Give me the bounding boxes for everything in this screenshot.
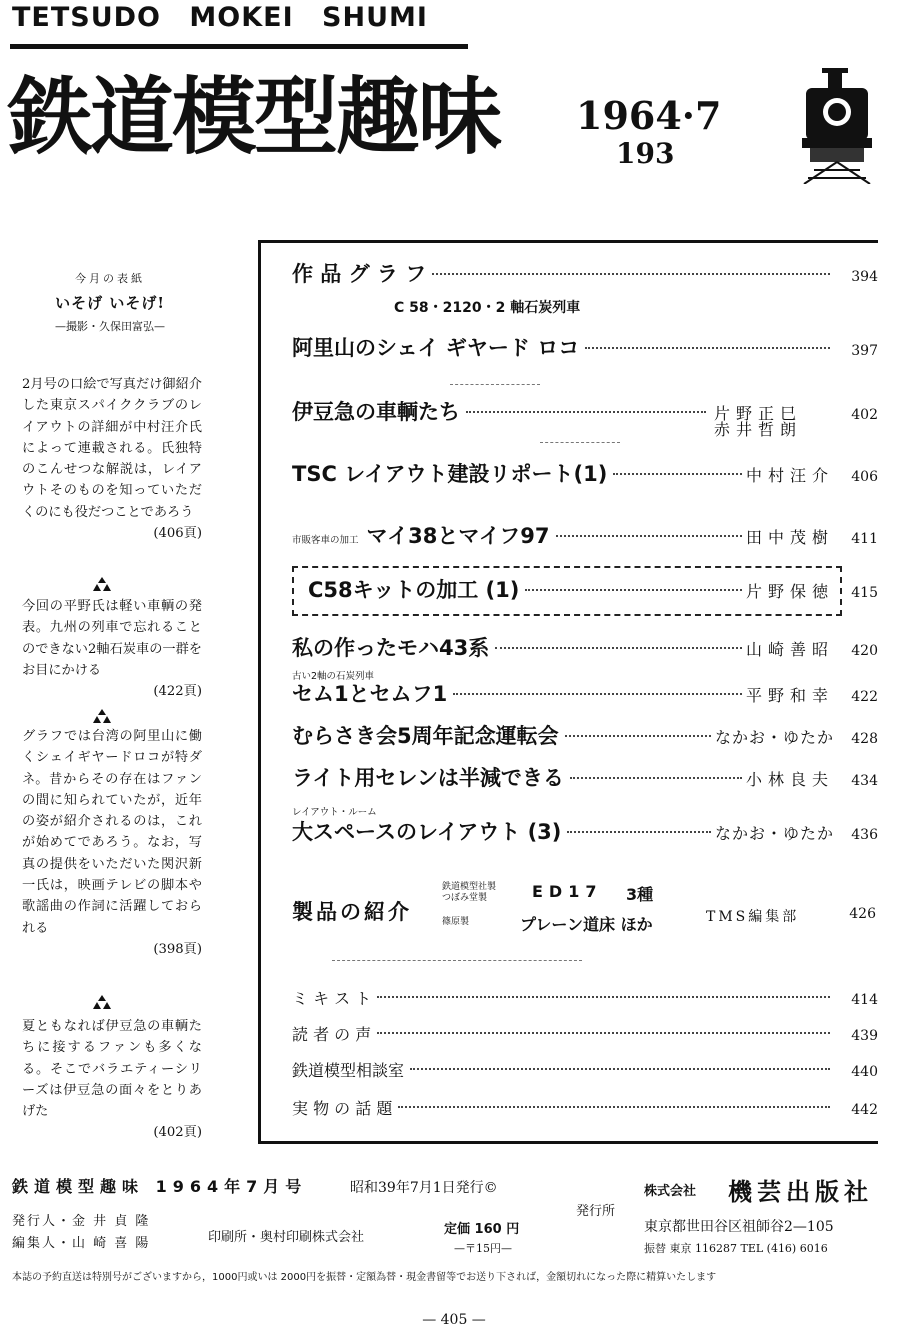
products-item-count: 3種 [626,885,654,904]
trefoil-divider-icon [92,994,112,1010]
cover-heading: 今月の表紙 [75,272,145,285]
toc-entry[interactable] [292,762,878,796]
dot-leader [377,1032,830,1034]
toc-kicker: 市販客車の加工 [292,535,359,546]
locomotive-icon [800,68,874,184]
note-text: 夏ともなれば伊豆急の車輌たちに接するファンも多くなる。そこでバラエティーシリーズは伊豆急の面々をとりあげた [22,1019,202,1120]
publisher-name: 発行人・金 井 貞 隆 [12,1214,151,1229]
dot-leader [466,411,706,413]
toc-page: 436 [851,827,878,843]
toc-author: 平野和幸 [745,686,834,705]
dot-leader [585,347,830,349]
toc-title: 大スペースのレイアウト (3) [292,820,562,844]
toc-title: 伊豆急の車輌たち [292,400,460,424]
toc-entry[interactable] [292,816,878,850]
products-author: TMS編集部 [706,909,800,925]
toc-kicker: 古い2軸の石炭列車 [292,671,375,682]
dot-leader [453,693,742,695]
dot-leader [567,831,711,833]
masthead-japanese-title: 鉄道模型趣味 [8,68,501,166]
toc-page: 411 [851,531,878,547]
company-type: 株式会社 [644,1184,697,1199]
toc-kicker: レイアウト・ルーム [292,807,377,818]
dot-leader [410,1068,830,1070]
toc-title: マイ38とマイフ97 [366,524,550,548]
dot-leader [570,777,742,779]
toc-title: 実 物 の 話 題 [292,1099,393,1118]
note-text: 今回の平野氏は軽い車輌の発表。九州の列車で忘れることのできない2軸石炭車の一群をお目にかける [22,599,202,678]
cover-credit: —撮影・久保田富弘— [55,320,165,333]
separator [450,384,540,385]
toc-subtitle: C 58・2120・2 軸石炭列車 [394,300,581,316]
toc-authors [714,406,834,438]
subscription-notice: 本誌の予約直送は特別号がございますから，1000円或いは 2000円を振替・定額為替・現金書留等でお送り下されば，金額切れになった際に精算いたします [12,1272,717,1283]
products-item: ED17 [532,882,603,901]
toc-author: 小林良夫 [745,770,834,789]
toc-page: 428 [851,731,878,747]
page-number: — 405 — [422,1312,486,1328]
note-page: (406頁) [153,526,202,542]
toc-author: なかお・ゆたか [714,824,834,843]
phone: 振替 東京 116287 TEL (416) 6016 [644,1242,828,1255]
toc-entry[interactable] [292,396,878,439]
dot-leader [495,647,742,649]
toc-title: 私の作ったモハ43系 [292,636,490,660]
toc-entry[interactable] [292,458,878,492]
editor-name: 編集人・山 崎 喜 陽 [12,1236,151,1251]
toc-entry[interactable] [292,1058,878,1092]
toc-entry[interactable] [292,332,878,366]
dot-leader [398,1106,830,1108]
toc-title: 読 者 の 声 [292,1025,372,1044]
toc-page: 415 [851,585,878,601]
note-page: (398頁) [153,941,202,957]
toc-entry[interactable] [308,574,878,608]
toc-entry[interactable] [292,520,878,554]
products-page: 426 [849,906,876,922]
note-page: (402頁) [153,1125,202,1141]
cover-title: いそげ いそげ! [55,294,165,312]
publisher-label: 発行所 [576,1204,616,1219]
toc-entry[interactable] [292,678,878,712]
toc-title: セム1とセムフ1 [292,682,448,706]
dot-leader [377,996,830,998]
toc-author: 赤井哲朗 [714,420,803,439]
toc-page: 414 [851,992,878,1008]
toc-page: 422 [851,689,878,705]
toc-page: 397 [851,343,878,359]
products-maker-line: つぼみ堂製 [442,893,488,903]
trefoil-divider-icon [92,708,112,724]
note-4 [22,1016,202,1144]
dot-leader [556,535,742,537]
toc-title: ライト用セレンは半減できる [292,766,564,790]
address: 東京都世田谷区祖師谷2—105 [644,1219,834,1235]
colophon-date: 昭和39年7月1日発行© [350,1180,498,1196]
note-text: グラフでは台湾の阿里山に働くシェイギヤードロコが特ダネ。昔からその存在はファンの間に知られていたが，近年の姿が紹介されるのは，これが始めてであろう。なお，写真の提供をいただいた関沢新一氏は，映画テレビの脚本や歌謡曲の作詞に活躍しておられる [22,729,202,936]
products-title: 製品の紹介 [292,900,412,924]
contents-box-bottom-rule [258,1141,878,1144]
company-name: 機芸出版社 [728,1178,873,1206]
toc-title: C58キットの加工 (1) [308,578,520,602]
toc-title: むらさき会5周年記念運転会 [292,724,559,748]
toc-entry[interactable] [292,632,878,666]
printer-name: 印刷所・奥村印刷株式会社 [208,1230,365,1245]
toc-page: 442 [851,1102,878,1118]
note-text: 2月号の口絵で写真だけ御紹介した東京スパイククラブのレイアウトの詳細が中村汪介氏によって連載される。氏独特のこんせつな解説は，レイアウトそのものを知っていただくのにも役だつことであろう [22,377,202,520]
toc-title: 鉄道模型相談室 [292,1061,405,1080]
masthead-rule [10,44,468,49]
products-maker [442,882,496,904]
toc-author: 中村汪介 [745,466,834,485]
toc-entry[interactable] [292,720,878,754]
toc-author: 片野保徳 [745,582,834,601]
separator [332,960,582,961]
toc-page: 394 [851,269,878,285]
toc-entry[interactable] [292,1096,878,1130]
toc-author: 片野正巳 [714,404,803,423]
toc-page: 440 [851,1064,878,1080]
note-2 [22,596,202,702]
dot-leader [525,589,742,591]
issue-date: 1964·7 [576,93,722,138]
toc-title: 阿里山のシェイ ギヤード ロコ [292,336,580,360]
toc-author: なかお・ゆたか [714,728,834,747]
toc-title: ミ キ ス ト [292,989,372,1008]
toc-page: 434 [851,773,878,789]
masthead-english-title: TETSUDO MOKEI SHUMI [12,2,428,33]
dot-leader [613,473,742,475]
products-maker-line: 鉄道模型社製 [442,882,497,892]
postage: —〒15円— [454,1242,512,1255]
note-3 [22,726,202,960]
toc-page: 420 [851,643,878,659]
dot-leader [565,735,711,737]
toc-author: 田中茂樹 [745,528,834,547]
toc-author: 山崎善昭 [745,640,834,659]
toc-title: TSC レイアウト建設リポート(1) [292,462,608,486]
toc-entry[interactable] [292,258,878,292]
trefoil-divider-icon [92,576,112,592]
toc-entry[interactable] [292,986,878,1020]
toc-page: 406 [851,469,878,485]
products-item: プレーン道床 ほか [520,915,653,934]
products-maker: 篠原製 [442,917,470,927]
colophon-title: 鉄道模型趣味 1964年7月号 [12,1177,308,1196]
price: 定価 160 円 [444,1222,520,1237]
note-page: (422頁) [153,684,202,700]
toc-entry[interactable] [292,1022,878,1056]
toc-page: 402 [851,407,878,423]
toc-page: 439 [851,1028,878,1044]
issue-number: 193 [616,137,675,170]
note-1 [22,374,202,544]
dot-leader [432,273,830,275]
separator [540,442,620,443]
toc-title: 作 品 グ ラ フ [292,262,427,286]
